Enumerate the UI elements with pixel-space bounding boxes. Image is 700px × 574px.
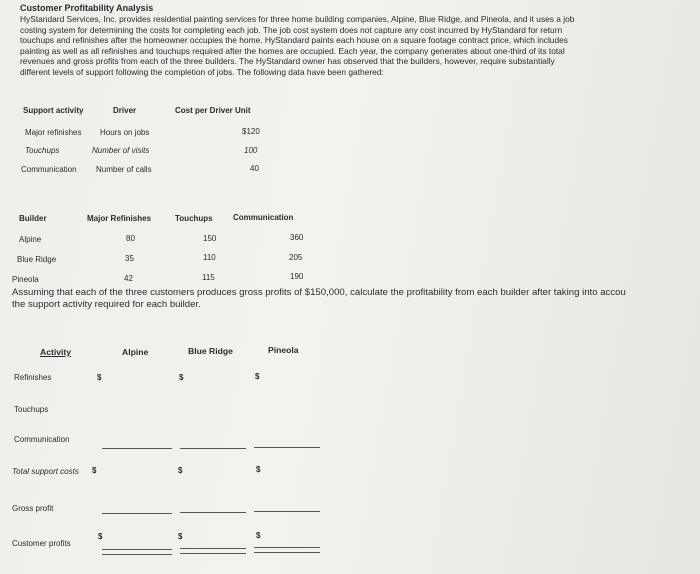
row-label-communication: Communication xyxy=(14,435,70,444)
dollar-sign: $ xyxy=(97,373,102,382)
activity-name: Touchups xyxy=(25,146,60,155)
builder-name: Pineola xyxy=(12,275,39,284)
builder-refinishes: 35 xyxy=(125,254,134,263)
subtotal-line xyxy=(102,513,172,514)
dollar-sign: $ xyxy=(179,373,184,382)
builder-touchups: 115 xyxy=(202,273,215,282)
activity-name: Communication xyxy=(21,165,77,174)
total-double-line xyxy=(254,547,320,553)
intro-line: painting as well as all refinishes and touchups required after the homes are occupied. Each year, the company generates about one-third of its total xyxy=(20,45,565,56)
question-line: the support activity required for each builder. xyxy=(12,299,201,310)
total-double-line xyxy=(180,548,246,554)
total-double-line xyxy=(102,549,172,555)
header-builder: Builder xyxy=(19,214,47,223)
builder-touchups: 110 xyxy=(203,253,216,262)
answer-header-alpine: Alpine xyxy=(122,347,149,357)
header-support-activity: Support activity xyxy=(23,106,84,115)
header-major-refinishes: Major Refinishes xyxy=(87,214,152,223)
answer-header-activity: Activity xyxy=(40,347,72,357)
builder-name: Blue Ridge xyxy=(17,255,57,264)
builder-name: Alpine xyxy=(19,235,42,244)
intro-line: costing system for determining the costs for completing each job. The job cost system does not capture any cost incurred by HyStandard for return xyxy=(20,24,563,35)
activity-driver: Number of calls xyxy=(96,165,152,174)
header-touchups: Touchups xyxy=(175,214,213,223)
intro-line: HyStandard Services, Inc. provides residential painting services for three home building companies, Alpine, Blue Ridge, and Pineola, and it uses a job xyxy=(20,14,575,24)
builder-communication: 190 xyxy=(290,272,304,281)
row-label-gross-profit: Gross profit xyxy=(12,504,54,513)
builder-communication: 205 xyxy=(289,253,303,262)
builder-communication: 360 xyxy=(290,233,304,242)
subtotal-line xyxy=(254,511,320,512)
dollar-sign: $ xyxy=(92,466,97,475)
header-driver: Driver xyxy=(113,106,137,115)
builder-touchups: 150 xyxy=(203,234,217,243)
row-label-total-support-costs: Total support costs xyxy=(12,467,79,476)
row-label-customer-profits: Customer profits xyxy=(12,539,71,548)
subtotal-line xyxy=(180,512,246,513)
dollar-sign: $ xyxy=(98,532,103,541)
header-communication: Communication xyxy=(233,213,294,222)
dollar-sign: $ xyxy=(256,531,261,540)
question-line: Assuming that each of the three customers produces gross profits of $150,000, calculate the profitability from each builder after taking into accou xyxy=(12,287,626,298)
subtotal-line xyxy=(102,448,172,449)
activity-driver: Hours on jobs xyxy=(100,128,150,137)
activity-cost: $120 xyxy=(242,127,260,136)
activity-driver: Number of visits xyxy=(92,146,150,155)
activity-cost: 40 xyxy=(250,164,259,173)
dollar-sign: $ xyxy=(256,465,261,474)
question-text xyxy=(12,287,697,311)
builder-refinishes: 80 xyxy=(126,234,135,243)
activity-cost: 100 xyxy=(244,146,258,155)
row-label-refinishes: Refinishes xyxy=(14,373,52,382)
intro-line: different levels of support following the completion of jobs. The following data have been gathered: xyxy=(20,66,384,77)
worksheet-title: Customer Profitability Analysis xyxy=(20,3,154,13)
intro-paragraph xyxy=(20,14,685,78)
header-cost-per-driver-unit: Cost per Driver Unit xyxy=(175,106,251,115)
answer-header-blue-ridge: Blue Ridge xyxy=(188,346,233,356)
dollar-sign: $ xyxy=(178,466,183,475)
activity-name: Major refinishes xyxy=(25,128,82,137)
dollar-sign: $ xyxy=(178,532,183,541)
row-label-touchups: Touchups xyxy=(14,405,49,414)
dollar-sign: $ xyxy=(255,372,260,381)
builder-refinishes: 42 xyxy=(124,274,133,283)
intro-line: revenues and gross profits from each of the three builders. The HyStandard owner has observed that the builders, however, require substantially xyxy=(20,56,555,67)
answer-header-pineola: Pineola xyxy=(268,345,299,355)
subtotal-line xyxy=(180,448,246,449)
subtotal-line xyxy=(254,447,320,448)
intro-line: touchups and refinishes after the homeowner occupies the home. HyStandard paints each house on a square footage contract price, which includes xyxy=(20,35,568,46)
